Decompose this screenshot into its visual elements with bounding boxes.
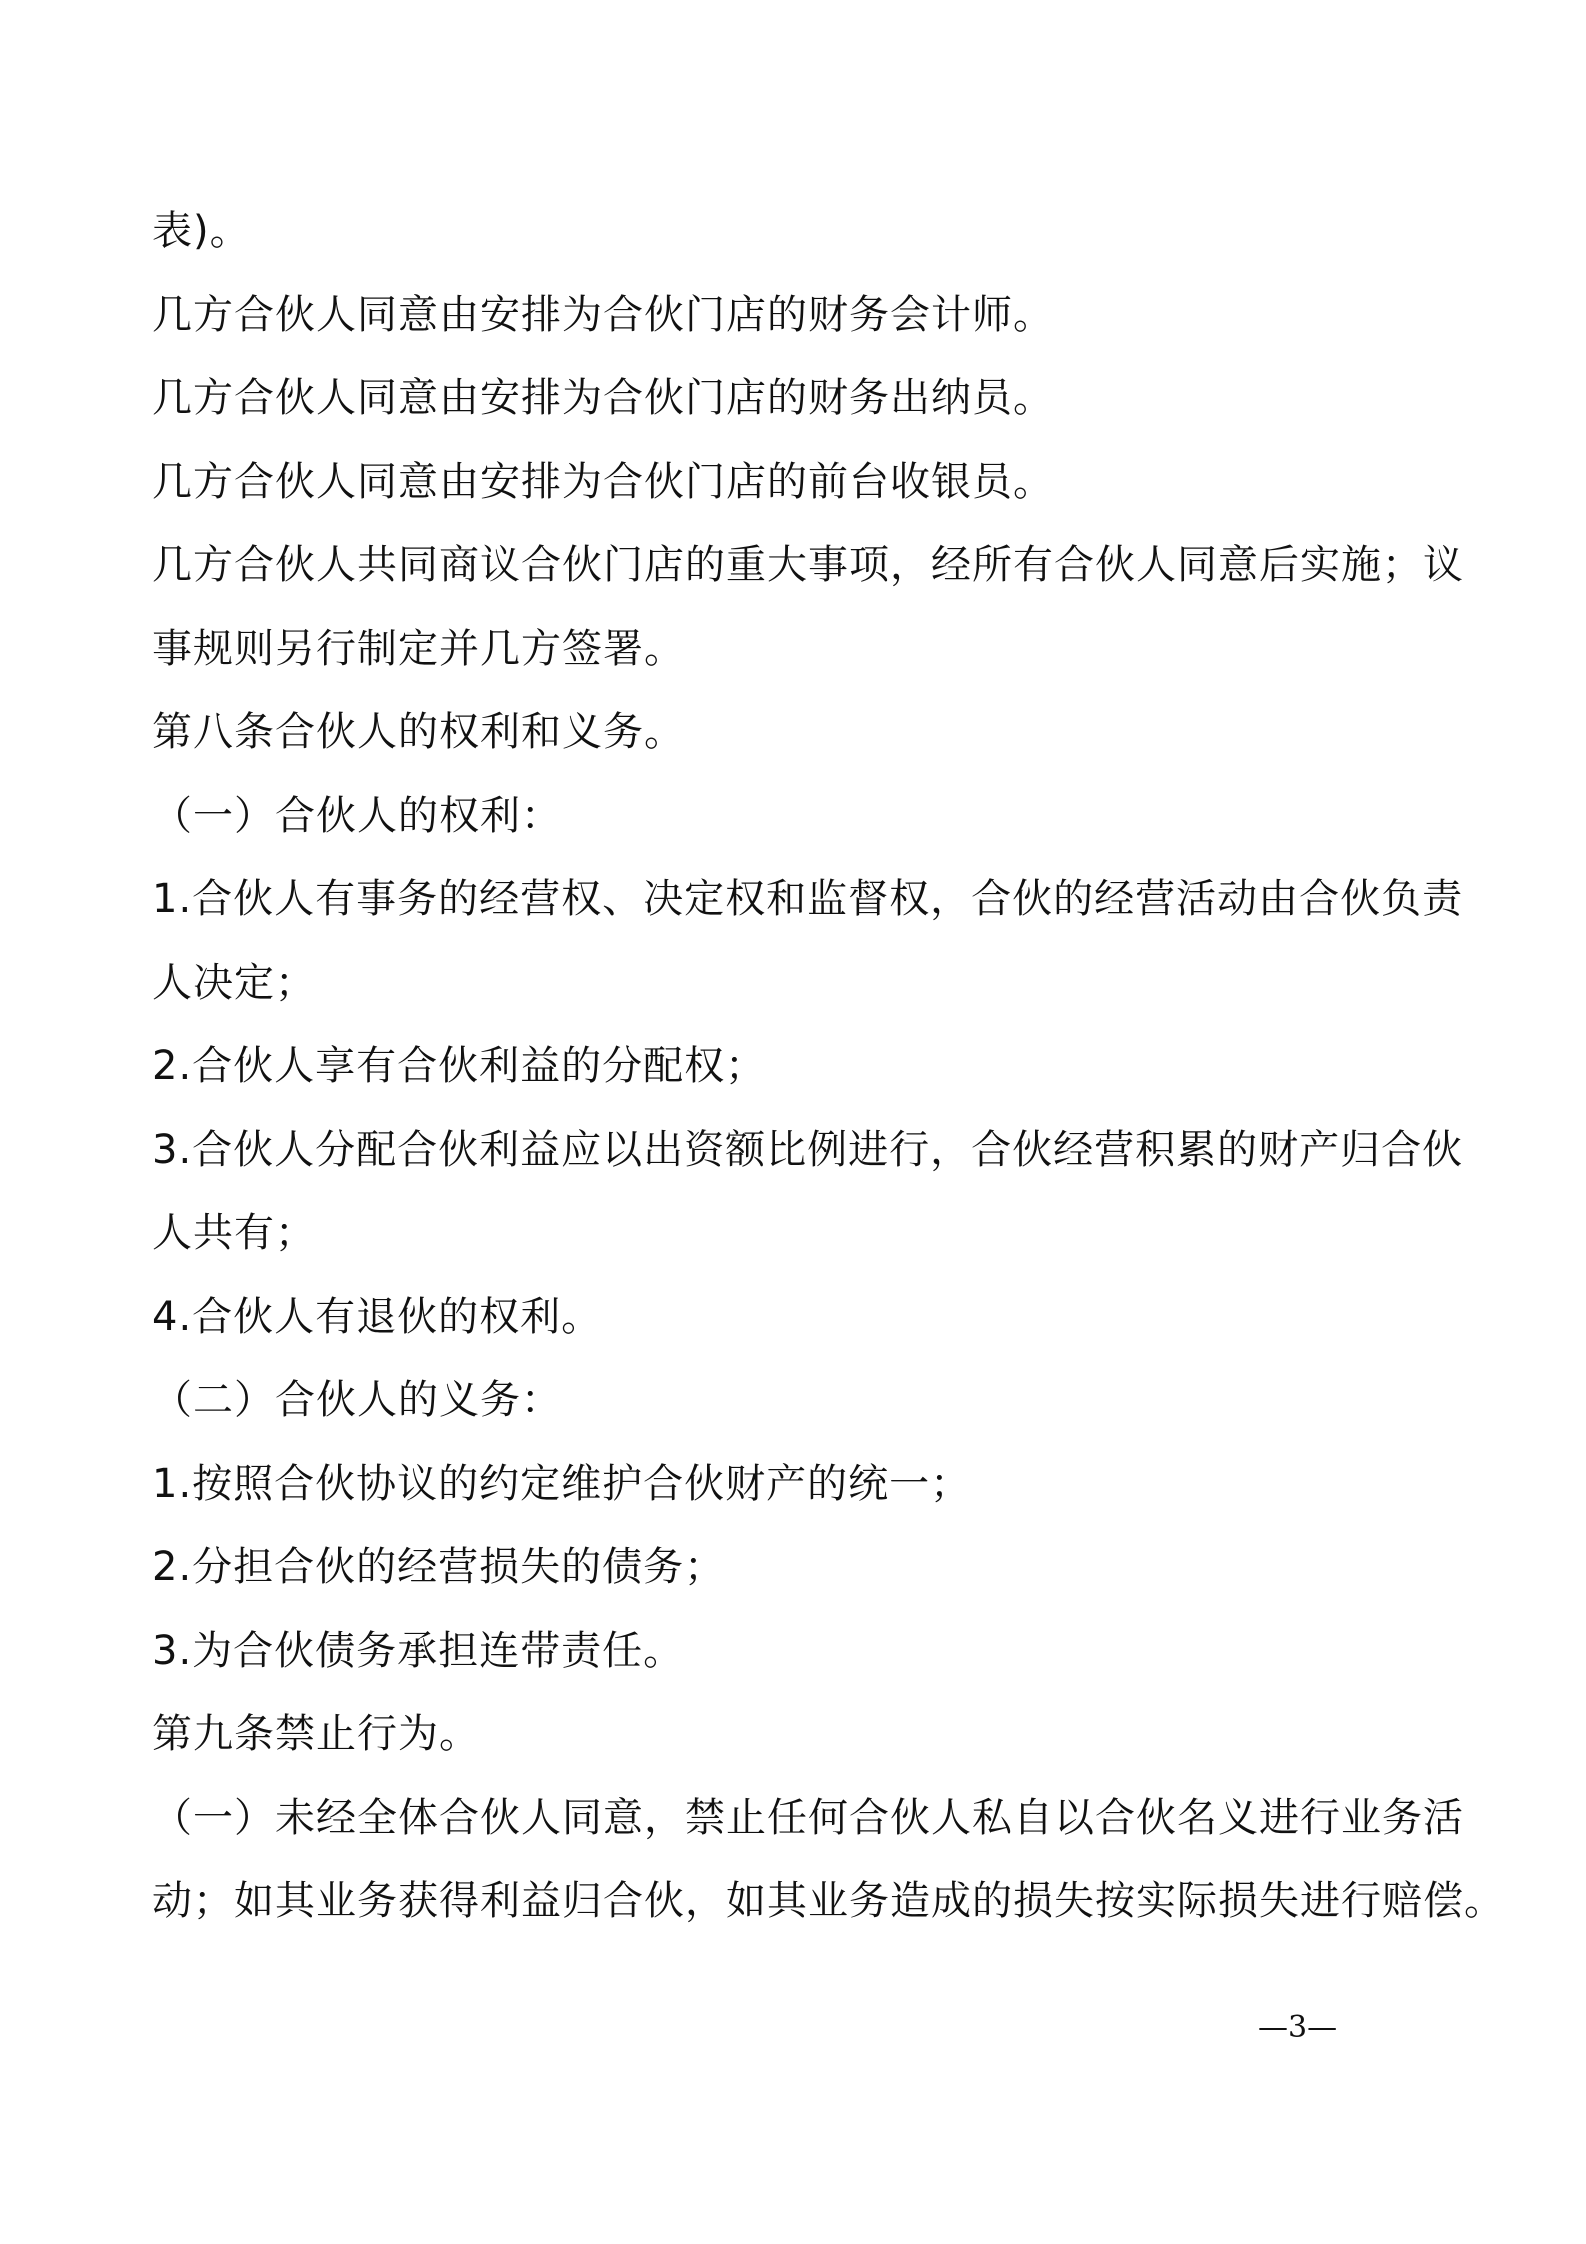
text-line: 动；如其业务获得利益归合伙，如其业务造成的损失按实际损失进行赔偿。 <box>152 1878 1505 1924</box>
text-line: （一）未经全体合伙人同意，禁止任何合伙人私自以合伙名义进行业务活 <box>152 1794 1464 1841</box>
list-item: 2.分担合伙的经营损失的债务； <box>152 1544 726 1590</box>
list-item: 1.按照合伙协议的约定维护合伙财产的统一； <box>152 1460 972 1507</box>
text-line: 表)。 <box>152 208 251 254</box>
text-line: 几方合伙人共同商议合伙门店的重大事项，经所有合伙人同意后实施；议 <box>152 542 1464 588</box>
text-line: 几方合伙人同意由安排为合伙门店的前台收银员。 <box>152 458 1054 505</box>
text-line: 人决定； <box>152 959 316 1006</box>
list-item: 1.合伙人有事务的经营权、决定权和监督权，合伙的经营活动由合伙负责 <box>152 876 1464 922</box>
section-heading: （一）合伙人的权利： <box>152 792 562 839</box>
article-heading: 第八条合伙人的权利和义务。 <box>152 709 685 755</box>
text-line: 事规则另行制定并几方签署。 <box>152 625 685 672</box>
list-item: 2.合伙人享有合伙利益的分配权； <box>152 1043 767 1089</box>
page-number: —3— <box>1258 2010 1338 2045</box>
list-item: 3.合伙人分配合伙利益应以出资额比例进行，合伙经营积累的财产归合伙 <box>152 1126 1464 1173</box>
text-line: 几方合伙人同意由安排为合伙门店的财务会计师。 <box>152 291 1054 338</box>
list-item: 4.合伙人有退伙的权利。 <box>152 1293 603 1340</box>
list-item: 3.为合伙债务承担连带责任。 <box>152 1627 685 1674</box>
document-body <box>152 190 1505 1944</box>
text-line: 几方合伙人同意由安排为合伙门店的财务出纳员。 <box>152 375 1054 421</box>
text-line: 人共有； <box>152 1210 316 1256</box>
section-heading: （二）合伙人的义务： <box>152 1377 562 1423</box>
article-heading: 第九条禁止行为。 <box>152 1711 480 1757</box>
